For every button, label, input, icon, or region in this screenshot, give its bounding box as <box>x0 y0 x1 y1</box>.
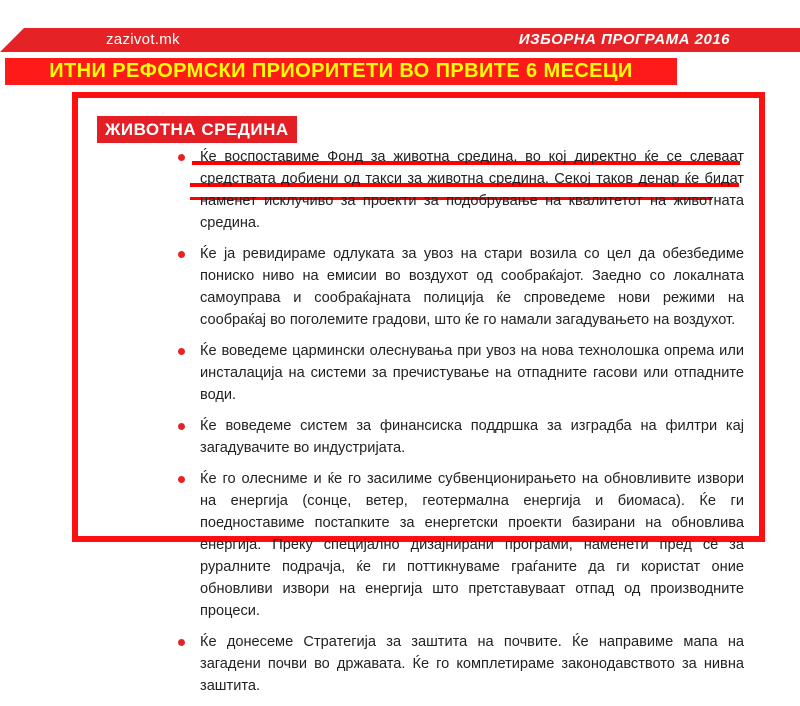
list-item-text: Ќе воведеме систем за финансиска поддршка за изградба на филтри кај загадувачите во индустријата. <box>200 418 744 456</box>
bullet-icon <box>178 154 185 161</box>
list-item <box>178 243 744 331</box>
bullet-icon <box>178 251 185 258</box>
bullet-icon <box>178 423 185 430</box>
list-item <box>178 146 744 234</box>
list-item-text: Ќе воведеме цармински олеснувања при увоз на нова технолошка опрема или инсталација на системи за пречистување на отпадните гасови или отпадните води. <box>200 343 744 403</box>
list-item <box>178 631 744 697</box>
list-item-text: Ќе ја ревидираме одлуката за увоз на стари возила со цел да обезбедиме пониско ниво на емисии во воздухот од сообраќајот. Заедно со локалната самоуправа и сообраќајната полиција ќе спроведеме нови режими на сообраќај во поголемите градови, што ќе го намали загадувањето на воздухот. <box>200 246 744 328</box>
section-title: ЖИВОТНА СРЕДИНА <box>97 116 297 143</box>
list-item-text: Ќе воспоставиме Фонд за животна средина, во кој директно ќе се слеваат средствата добиени од такси за животна средина. Секој таков денар ќе бидат наменет исклучиво за проекти за подобрување на квалитетот на животната средина. <box>200 149 744 231</box>
site-name[interactable]: zazivot.mk <box>106 31 180 48</box>
bullet-icon <box>178 348 185 355</box>
list-item <box>178 468 744 622</box>
bullet-icon <box>178 639 185 646</box>
bullet-icon <box>178 476 185 483</box>
list-item-text: Ќе го олесниме и ќе го засилиме субвенционирањето на обновливите извори на енергија (сонце, ветер, геотермална енергија и биомаса). Ќе ги поедноставиме постапките за енергетски проекти базирани на обновлива енергија. Преку специјално дизајнирани програми, наменети пред сè за руралните подрачја, ќе ги поттикнуваме граѓаните да ги користат оние обновливи извори на енергија што претставуваат отпад од производните процеси. <box>200 471 744 619</box>
list-item <box>178 340 744 406</box>
program-label: ИЗБОРНА ПРОГРАМА 2016 <box>518 31 730 48</box>
list-item-text: Ќе донесеме Стратегија за заштита на почвите. Ќе направиме мапа на загадени почви во државата. Ќе го комплетираме законодавството за нивна заштита. <box>200 634 744 694</box>
priority-list <box>178 146 744 706</box>
page-headline: ИТНИ РЕФОРМСКИ ПРИОРИТЕТИ ВО ПРВИТЕ 6 МЕСЕЦИ <box>49 60 633 82</box>
list-item <box>178 415 744 459</box>
banner-corner-cut <box>0 28 14 52</box>
